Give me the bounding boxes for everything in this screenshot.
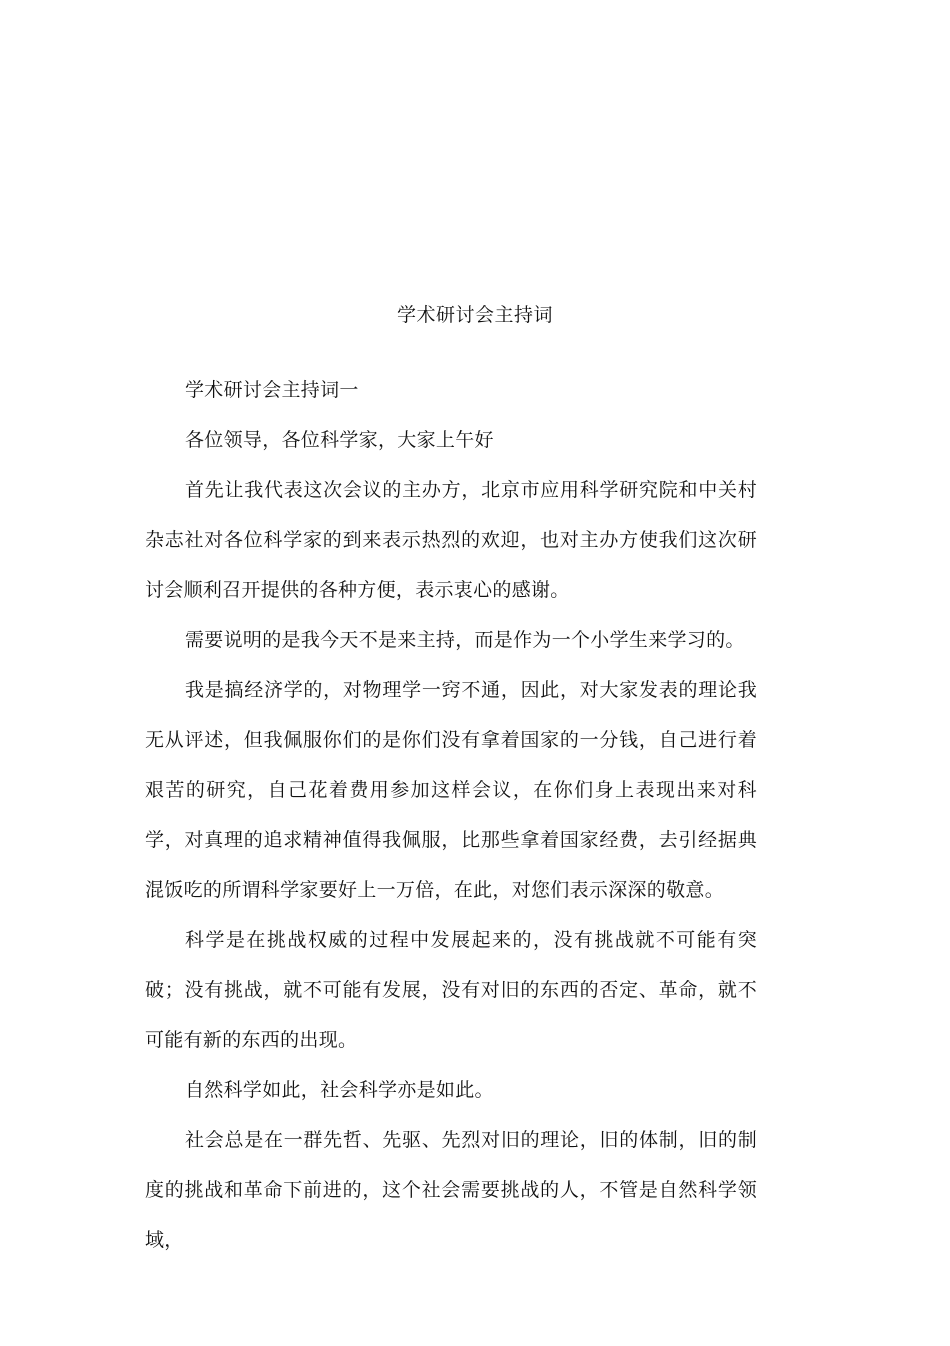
paragraph-social-science: 自然科学如此，社会科学亦是如此。 bbox=[185, 1079, 494, 1101]
paragraph-greeting: 各位领导，各位科学家，大家上午好 bbox=[185, 429, 494, 451]
paragraph-welcome: 首先让我代表这次会议的主办方，北京市应用科学研究院和中关村杂志社对各位科学家的到来表示热烈的欢迎，也对主办方使我们这次研讨会顺利召开提供的各种方便，表示衷心的感谢。 bbox=[145, 479, 757, 601]
document-body bbox=[145, 365, 757, 1265]
paragraph-society: 社会总是在一群先哲、先驱、先烈对旧的理论，旧的体制，旧的制度的挑战和革命下前进的，这个社会需要挑战的人，不管是自然科学领域， bbox=[145, 1129, 757, 1251]
paragraph-respect: 我是搞经济学的，对物理学一窍不通，因此，对大家发表的理论我无从评述，但我佩服你们的是你们没有拿着国家的一分钱，自己进行着艰苦的研究，自己花着费用参加这样会议，在你们身上表现出来对科学，对真理的追求精神值得我佩服，比那些拿着国家经费，去引经据典混饭吃的所谓科学家要好上一万倍，在此，对您们表示深深的敬意。 bbox=[145, 679, 757, 901]
paragraph-subtitle: 学术研讨会主持词一 bbox=[185, 379, 359, 401]
document-title: 学术研讨会主持词 bbox=[396, 304, 553, 326]
paragraph-science-challenge: 科学是在挑战权威的过程中发展起来的，没有挑战就不可能有突破；没有挑战，就不可能有发展，没有对旧的东西的否定、革命，就不可能有新的东西的出现。 bbox=[145, 929, 757, 1051]
paragraph-note: 需要说明的是我今天不是来主持，而是作为一个小学生来学习的。 bbox=[185, 629, 745, 651]
